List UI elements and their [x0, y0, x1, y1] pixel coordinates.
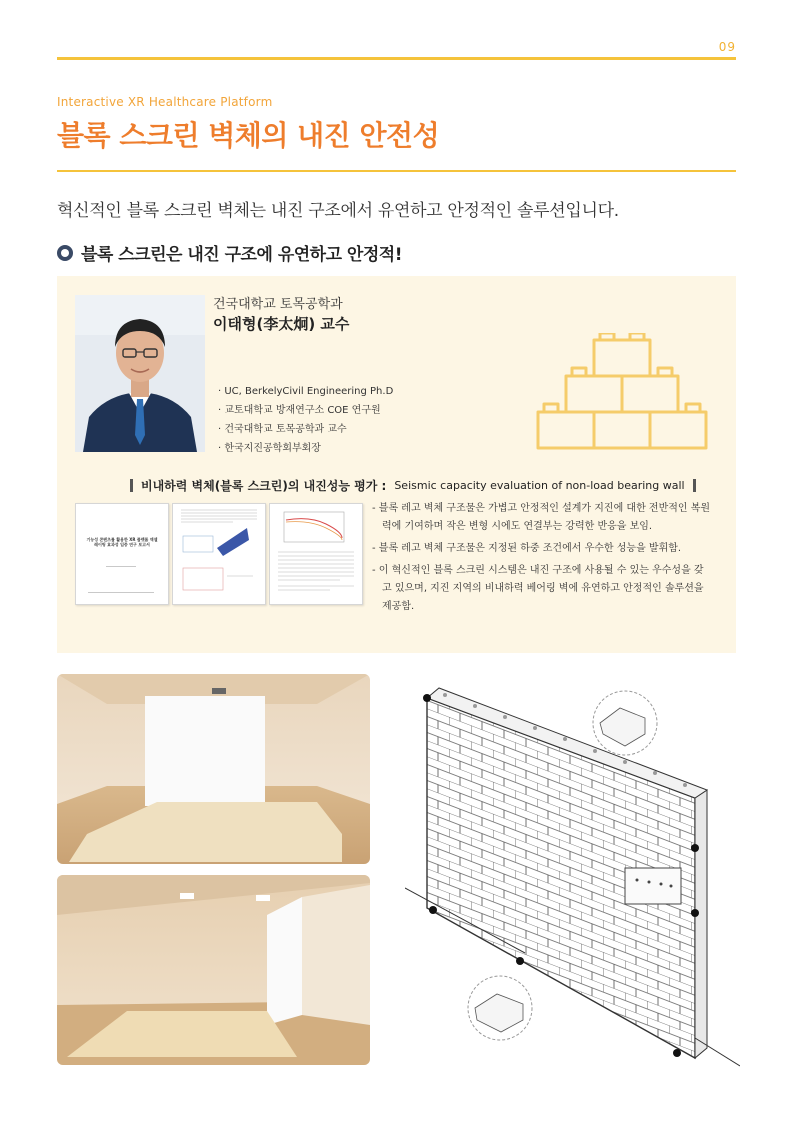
report-page-thumbnail: [172, 503, 266, 605]
professor-credentials: [218, 382, 393, 458]
professor-department: 건국대학교 토목공학과: [213, 297, 343, 312]
page-number: 09: [718, 40, 736, 54]
report-chart-thumbnail: [269, 503, 363, 605]
finding-item: - 이 혁신적인 블록 스크린 시스템은 내진 구조에 사용될 수 있는 우수성을 갖고 있으며, 지진 지역의 비내하력 베어링 벽에 유연하고 안정적인 솔루션을 제공함.: [372, 562, 712, 616]
evaluation-heading-ko: 비내하력 벽체(블록 스크린)의 내진성능 평가 :: [141, 479, 387, 493]
page-title: 블록 스크린 벽체의 내진 안전성: [57, 119, 440, 152]
section-bullet-icon: [57, 245, 73, 261]
heading-bar-right: [693, 479, 696, 492]
credential-item: · 한국지진공학회부회장: [218, 439, 393, 458]
finding-item: - 블록 레고 벽체 구조물은 지정된 하중 조건에서 우수한 성능을 발휘함.: [372, 540, 712, 558]
lego-blocks-icon: [535, 333, 710, 451]
room-photo-angle: [57, 875, 370, 1065]
report-cover-title: 기능성 콘텐츠를 활용한 XR 플랫폼 엑셀레이팅 효과성 입증 연구 보고서: [86, 537, 158, 547]
evaluation-heading-en: Seismic capacity evaluation of non-load bearing wall: [394, 479, 685, 492]
section-heading-text: 블록 스크린은 내진 구조에 유연하고 안정적!: [81, 245, 402, 265]
block-wall-isometric-drawing: [405, 668, 740, 1068]
credential-item: · UC, BerkelyCivil Engineering Ph.D: [218, 382, 393, 401]
room-photo-front: [57, 674, 370, 864]
finding-item: - 블록 레고 벽체 구조물은 가볍고 안정적인 설계가 지진에 대한 전반적인 복원력에 기여하며 작은 변형 시에도 연결부는 강력한 반응을 보임.: [372, 500, 712, 536]
page-subtitle: 혁신적인 블록 스크린 벽체는 내진 구조에서 유연하고 안정적인 솔루션입니다.: [57, 201, 619, 221]
evaluation-findings: [372, 500, 712, 620]
professor-photo: [75, 295, 205, 452]
section-heading: [57, 240, 402, 265]
credential-item: · 교토대학교 방재연구소 COE 연구원: [218, 401, 393, 420]
top-rule: [57, 57, 736, 60]
kicker-text: Interactive XR Healthcare Platform: [57, 95, 273, 109]
credential-item: · 건국대학교 토목공학과 교수: [218, 420, 393, 439]
professor-name: 이태형(李太炯) 교수: [213, 315, 350, 333]
evaluation-heading: [130, 477, 696, 494]
heading-bar-left: [130, 479, 133, 492]
title-rule: [57, 170, 736, 172]
report-cover-thumbnail: [75, 503, 169, 605]
